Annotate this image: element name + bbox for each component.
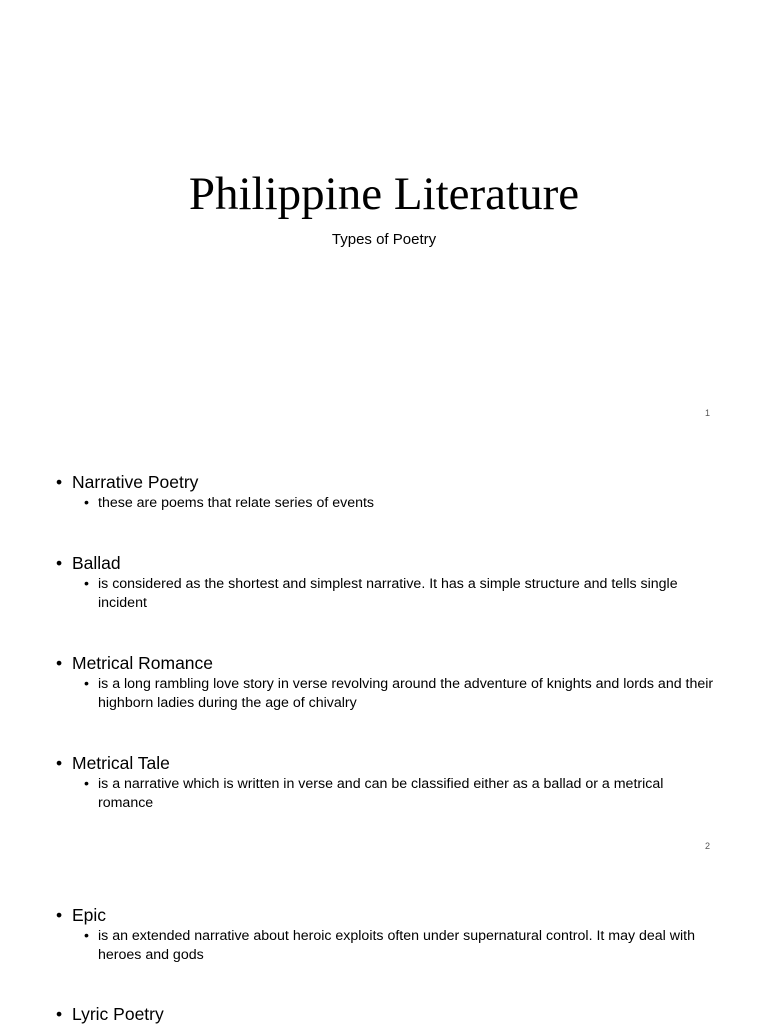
list-item (56, 471, 716, 513)
list-item (56, 552, 716, 613)
list-heading (56, 904, 716, 926)
bullet-icon: • (56, 472, 63, 492)
list-item (56, 1003, 716, 1025)
bullet-icon: • (84, 495, 89, 511)
list-heading (56, 552, 716, 574)
page-title: Philippine Literature (188, 168, 580, 220)
detail-text: these are poems that relate series of events (98, 495, 375, 511)
list-detail (84, 675, 716, 713)
page-subtitle: Types of Poetry (331, 231, 437, 248)
bullet-icon: • (84, 576, 89, 592)
detail-text: is a narrative which is written in verse and can be classified either as a ballad or a metrical romance (98, 776, 664, 811)
list-item (56, 904, 716, 965)
bullet-icon: • (84, 776, 89, 792)
detail-text: is considered as the shortest and simplest narrative. It has a simple structure and tells single incident (98, 576, 678, 611)
heading-text: Narrative Poetry (72, 472, 199, 492)
bullet-icon: • (56, 653, 63, 673)
list-item (56, 652, 716, 713)
bullet-icon: • (84, 928, 89, 944)
bullet-icon: • (56, 1004, 63, 1024)
list-heading (56, 471, 716, 493)
list-item (56, 752, 716, 813)
bullet-icon: • (56, 905, 63, 925)
list-detail (84, 575, 716, 613)
list-detail (84, 927, 716, 965)
list-detail (84, 494, 716, 513)
page-number: 2 (704, 841, 710, 851)
heading-text: Metrical Tale (72, 753, 170, 773)
list-heading (56, 752, 716, 774)
heading-text: Metrical Romance (72, 653, 214, 673)
heading-text: Ballad (72, 553, 121, 573)
heading-text: Lyric Poetry (72, 1004, 164, 1024)
bullet-icon: • (84, 676, 89, 692)
list-heading (56, 1003, 716, 1025)
bullet-icon: • (56, 553, 63, 573)
page-number: 1 (704, 408, 710, 418)
detail-text: is a long rambling love story in verse revolving around the adventure of knights and lords and their highborn ladies during the age of chivalry (98, 676, 714, 711)
heading-text: Epic (72, 905, 107, 925)
bullet-icon: • (56, 753, 63, 773)
detail-text: is an extended narrative about heroic exploits often under supernatural control. It may deal with heroes and gods (98, 928, 696, 963)
list-heading (56, 652, 716, 674)
list-detail (84, 775, 716, 813)
